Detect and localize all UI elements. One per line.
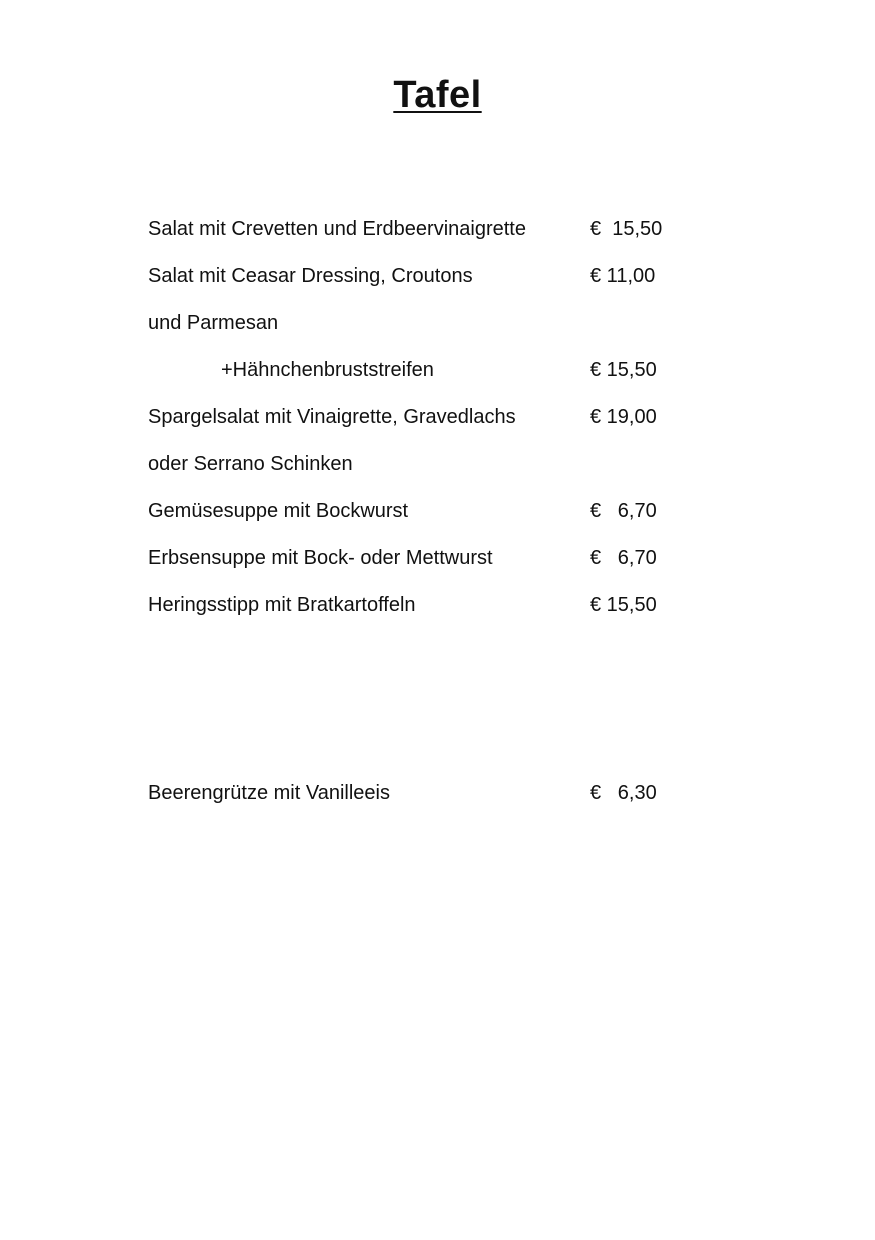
menu-item [148, 402, 708, 449]
item-price: € 11,00 [590, 265, 656, 287]
item-name: und Parmesan [148, 312, 279, 334]
menu-item-continuation [148, 308, 708, 355]
item-name: Heringsstipp mit Bratkartoffeln [148, 594, 416, 616]
section-gap [148, 637, 708, 778]
item-name: Gemüsesuppe mit Bockwurst [148, 500, 409, 522]
menu-list [148, 214, 708, 825]
menu-item [148, 496, 708, 543]
item-name: +Hähnchenbruststreifen [221, 359, 434, 381]
item-price: € 15,50 [590, 359, 657, 381]
menu-item [148, 590, 708, 637]
item-name: Erbsensuppe mit Bock- oder Mettwurst [148, 547, 493, 569]
menu-item-continuation [148, 449, 708, 496]
item-price: € 6,30 [590, 782, 657, 804]
dessert-item [148, 778, 708, 825]
item-price: € 6,70 [590, 500, 657, 522]
item-name: Spargelsalat mit Vinaigrette, Gravedlachs [148, 406, 516, 428]
item-name: Salat mit Crevetten und Erdbeervinaigrette [148, 218, 526, 240]
page-title: Tafel [393, 74, 482, 116]
item-price: € 6,70 [590, 547, 657, 569]
item-name: Beerengrütze mit Vanilleeis [148, 782, 390, 804]
menu-item-addon [148, 355, 708, 402]
menu-item [148, 543, 708, 590]
item-name: Salat mit Ceasar Dressing, Croutons [148, 265, 473, 287]
item-price: € 15,50 [590, 218, 663, 240]
item-price: € 15,50 [590, 594, 657, 616]
menu-item [148, 261, 708, 308]
item-name: oder Serrano Schinken [148, 453, 353, 475]
item-price: € 19,00 [590, 406, 657, 428]
menu-item [148, 214, 708, 261]
